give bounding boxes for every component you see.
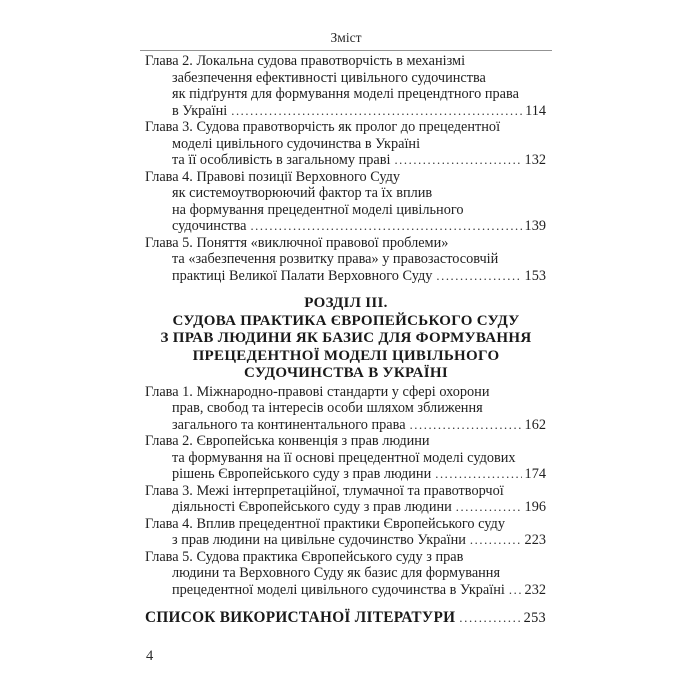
toc-entry: [140, 549, 552, 599]
page-ref: 253: [523, 610, 546, 626]
toc-entry-line: Глава 2. Локальна судова правотворчість в механізмі: [145, 53, 466, 69]
dot-leader: [410, 417, 522, 434]
heading-line: СУДОЧИНСТВА В УКРАЇНІ: [244, 365, 448, 381]
toc-list: [140, 53, 552, 627]
toc-entry-line: Глава 5. Судова практика Європейського суду з прав: [145, 548, 464, 565]
page-ref: 132: [524, 152, 546, 168]
section-heading: [140, 295, 552, 383]
heading-line: ПРЕЦЕДЕНТНОЇ МОДЕЛІ ЦИВІЛЬНОГО: [192, 347, 500, 364]
toc-entry-lastline: [140, 103, 552, 120]
toc-entry: [140, 169, 552, 235]
toc-entry-line: забезпечення ефективності цивільного судочинства: [172, 69, 486, 86]
heading-line: СУДОВА ПРАКТИКА ЄВРОПЕЙСЬКОГО СУДУ: [172, 312, 520, 329]
dot-leader: [250, 218, 521, 235]
entry-tail-text: СПИСОК ВИКОРИСТАНОЇ ЛІТЕРАТУРИ: [145, 609, 456, 626]
page-ref: 232: [524, 581, 546, 598]
dot-leader: [231, 103, 522, 120]
page-ref: 223: [524, 532, 546, 548]
toc-entry-line: Глава 3. Судова правотворчість як пролог до прецедентної: [145, 119, 501, 135]
toc-entry-line: та формування на її основі прецедентної моделі судових: [172, 449, 516, 466]
header-rule: [140, 50, 552, 51]
toc-entry-line: Глава 3. Межі інтерпретаційної, тлумачної та правотворчої: [145, 482, 504, 499]
dot-leader: [470, 532, 522, 549]
toc-entry-line: моделі цивільного судочинства в Україні: [172, 135, 421, 152]
page-ref: 114: [525, 102, 546, 119]
dot-leader: [394, 152, 521, 169]
toc-entry-line: як системоутворюючий фактор та їх вплив: [172, 185, 433, 201]
toc-entry-lastline: [140, 417, 552, 434]
page-ref: 196: [524, 499, 546, 515]
entry-tail-text: з прав людини на цивільне судочинство України: [172, 532, 466, 548]
entry-tail-text: в Україні: [172, 102, 228, 119]
heading-line: З ПРАВ ЛЮДИНИ ЯК БАЗИС ДЛЯ ФОРМУВАННЯ: [160, 330, 532, 346]
toc-entry-lastline: [140, 218, 552, 235]
entry-tail-text: практиці Великої Палати Верховного Суду: [172, 267, 433, 284]
dot-leader: [509, 582, 522, 599]
dot-leader: [436, 268, 521, 285]
entry-tail-text: судочинства: [172, 218, 247, 234]
toc-entry: [140, 384, 552, 434]
toc-entry-line: людини та Верховного Суду як базис для формування: [172, 565, 501, 581]
toc-entry: [140, 433, 552, 483]
entry-tail-text: рішень Європейського суду з прав людини: [172, 466, 432, 482]
entry-tail-text: прецедентної моделі цивільного судочинства в Україні: [172, 581, 505, 598]
bibliography-entry: [140, 610, 552, 627]
toc-entry-line: Глава 4. Правові позиції Верховного Суду: [145, 168, 401, 185]
toc-entry-line: Глава 5. Поняття «виключної правової проблеми»: [145, 234, 449, 251]
page-header-title: Зміст: [330, 30, 362, 45]
entry-tail-text: загального та континентального права: [172, 416, 406, 433]
toc-entry-lastline: [140, 499, 552, 516]
toc-entry-lastline: [140, 268, 552, 285]
page-number-folio: 4: [146, 648, 154, 664]
toc-entry-lastline: [140, 532, 552, 549]
entry-tail-text: діяльності Європейського суду з прав людини: [172, 499, 452, 515]
toc-entry-lastline: [140, 610, 552, 627]
toc-entry-line: та «забезпечення розвитку права» у правозастосовчій: [172, 251, 499, 267]
page-ref: 153: [524, 267, 546, 284]
toc-entry-line: Глава 4. Вплив прецедентної практики Європейського суду: [145, 515, 505, 532]
toc-entry-line: як підґрунтя для формування моделі прецендтного права: [172, 86, 519, 102]
page-ref: 174: [524, 466, 546, 482]
toc-entry-line: прав, свобод та інтересів особи шляхом зближення: [172, 400, 483, 416]
dot-leader: [456, 499, 522, 516]
toc-entry-line: на формування прецедентної моделі цивільного: [172, 201, 464, 218]
toc-entry: [140, 516, 552, 549]
page-ref: 139: [524, 218, 546, 234]
heading-line: РОЗДІЛ ІІІ.: [304, 295, 388, 311]
toc-entry-line: Глава 1. Міжнародно-правові стандарти у сфері охорони: [145, 383, 490, 400]
text-block: [140, 30, 552, 627]
page-ref: 162: [524, 416, 546, 433]
toc-entry-lastline: [140, 152, 552, 169]
toc-entry-line: Глава 2. Європейська конвенція з прав людини: [145, 433, 430, 449]
toc-entry: [140, 235, 552, 285]
toc-entry-lastline: [140, 582, 552, 599]
toc-entry: [140, 483, 552, 516]
dot-leader: [435, 466, 521, 483]
dot-leader: [459, 610, 520, 627]
toc-entry: [140, 119, 552, 169]
toc-entry: [140, 53, 552, 119]
entry-tail-text: та її особливість в загальному праві: [172, 152, 391, 168]
toc-entry-lastline: [140, 466, 552, 483]
